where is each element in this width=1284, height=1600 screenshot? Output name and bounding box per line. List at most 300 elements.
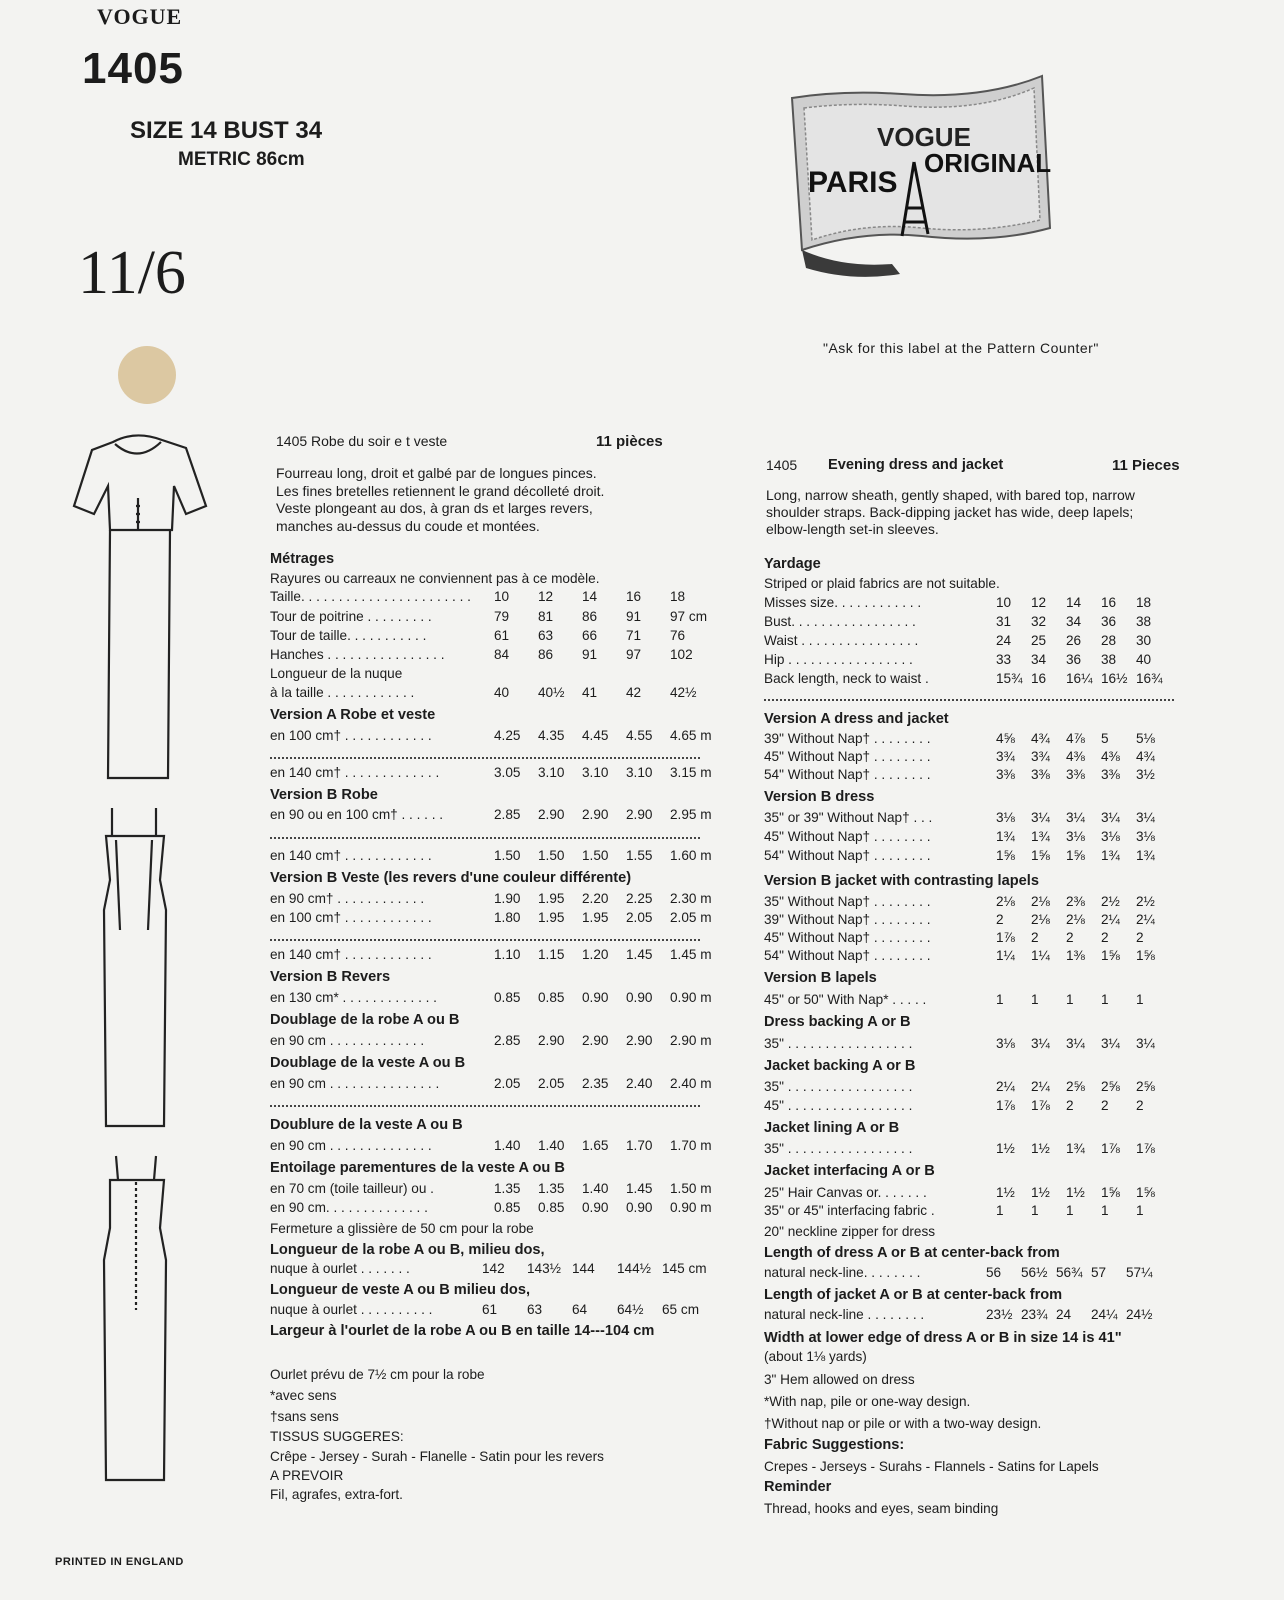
french-title: 1405 Robe du soir e t veste (276, 433, 448, 449)
section-heading: Doublage de la veste A ou B (270, 1055, 466, 1071)
cell-value: 3⅛ (996, 810, 1015, 825)
cell-value: 1.95 (582, 910, 609, 925)
cell-value: 1 (1101, 992, 1109, 1007)
section-heading: Largeur à l'ourlet de la robe A ou B en taille 14---104 cm (270, 1323, 655, 1339)
cell-value: 1⅞ (1136, 1141, 1155, 1156)
row-label: 35" Without Nap† . . . . . . . . (764, 894, 931, 909)
english-title: Evening dress and jacket (828, 457, 1004, 473)
row-label: en 100 cm† . . . . . . . . . . . . (270, 910, 432, 925)
cell-value: 40½ (538, 685, 565, 700)
cell-value: 2.90 m (670, 1033, 712, 1048)
cell-value: 24¼ (1091, 1307, 1118, 1322)
row-label: Tour de poitrine . . . . . . . . . (270, 609, 432, 624)
cell-value: 0.85 (494, 1200, 521, 1215)
description-line: Long, narrow sheath, gently shaped, with bared top, narrow (766, 487, 1135, 503)
cell-value: 3⅜ (1031, 767, 1050, 782)
row-label: en 130 cm* . . . . . . . . . . . . . (270, 990, 437, 1005)
row-label: 3" Hem allowed on dress (764, 1372, 915, 1387)
cell-value: 28 (1101, 633, 1117, 648)
row-label: 45" Without Nap† . . . . . . . . (764, 829, 931, 844)
row-label: Bust. . . . . . . . . . . . . . . . . (764, 614, 916, 629)
dotted-separator (270, 1105, 700, 1107)
cell-value: 0.85 (538, 1200, 565, 1215)
cell-value: 0.90 (626, 990, 653, 1005)
label-top-text: VOGUE (877, 122, 971, 152)
cell-value: 0.85 (538, 990, 565, 1005)
row-label: 25" Hair Canvas or. . . . . . . (764, 1185, 927, 1200)
cell-value: 2.90 (626, 1033, 653, 1048)
cell-value: 2 (1101, 930, 1109, 945)
cell-value: 42½ (670, 685, 697, 700)
cell-value: 2.25 (626, 891, 653, 906)
cell-value: 1.55 (626, 848, 653, 863)
cell-value: 1.40 (582, 1181, 609, 1196)
cell-value: 1.50 (538, 848, 565, 863)
cell-value: 2.90 (582, 807, 609, 822)
cell-value: 63 (527, 1302, 543, 1317)
cell-value: 66 (582, 628, 598, 643)
cell-value: 2⅜ (1066, 894, 1085, 909)
cell-value: 2.40 m (670, 1076, 712, 1091)
cell-value: 1½ (996, 1141, 1015, 1156)
description-line: Fourreau long, droit et galbé par de longues pinces. (276, 465, 597, 481)
cell-value: 1.70 (626, 1138, 653, 1153)
section-heading: Version B Robe (270, 787, 378, 803)
cell-value: 26 (1066, 633, 1082, 648)
row-label: 45" Without Nap† . . . . . . . . (764, 749, 931, 764)
row-label: en 90 cm . . . . . . . . . . . . . (270, 1033, 425, 1048)
cell-value: 2 (1136, 1098, 1144, 1113)
cell-value: 16¼ (1066, 671, 1093, 686)
label-caption: "Ask for this label at the Pattern Counter" (823, 340, 1099, 356)
cell-value: 2⅛ (1031, 894, 1050, 909)
row-label: 45" . . . . . . . . . . . . . . . . . (764, 1098, 913, 1113)
cell-value: 4.45 (582, 728, 609, 743)
cell-value: 71 (626, 628, 642, 643)
row-label: en 90 ou en 100 cm† . . . . . . (270, 807, 444, 822)
cell-value: 2⅛ (1066, 912, 1085, 927)
cell-value: 1.95 (538, 910, 565, 925)
label-left-text: PARIS (808, 166, 898, 199)
cell-value: 2⅝ (1136, 1079, 1155, 1094)
cell-value: 36 (1101, 614, 1117, 629)
cell-value: 40 (1136, 652, 1152, 667)
cell-value: 42 (626, 685, 642, 700)
tape-stain (118, 346, 176, 404)
cell-value: 1⅜ (1066, 948, 1085, 963)
cell-value: 4.25 (494, 728, 521, 743)
row-label: (about 1⅛ yards) (764, 1349, 867, 1364)
cell-value: 3.10 (538, 765, 565, 780)
cell-value: 3¼ (1101, 810, 1120, 825)
cell-value: 1⅞ (1101, 1141, 1120, 1156)
cell-value: 5 (1101, 731, 1109, 746)
cell-value: 2.90 (538, 1033, 565, 1048)
cell-value: 1.35 (538, 1181, 565, 1196)
cell-value: 40 (494, 685, 510, 700)
cell-value: 1⅝ (1101, 1185, 1120, 1200)
cell-value: 12 (1031, 595, 1047, 610)
row-label: 39" Without Nap† . . . . . . . . (764, 731, 931, 746)
row-label: Hip . . . . . . . . . . . . . . . . . (764, 652, 913, 667)
cell-value: 1 (1031, 1203, 1039, 1218)
cell-value: 1 (1101, 1203, 1109, 1218)
cell-value: 38 (1101, 652, 1117, 667)
row-label: Ourlet prévu de 7½ cm pour la robe (270, 1367, 485, 1382)
row-label: Crêpe - Jersey - Surah - Flanelle - Satin pour les revers (270, 1449, 604, 1464)
cell-value: 3⅛ (1066, 829, 1085, 844)
cell-value: 143½ (527, 1261, 562, 1276)
french-pieces: 11 pièces (596, 433, 663, 450)
cell-value: 84 (494, 647, 510, 662)
cell-value: 102 (670, 647, 693, 662)
cell-value: 1.90 (494, 891, 521, 906)
cell-value: 1½ (1031, 1185, 1050, 1200)
row-label: en 70 cm (toile tailleur) ou . (270, 1181, 434, 1196)
row-label: 35" . . . . . . . . . . . . . . . . . (764, 1141, 913, 1156)
cell-value: 81 (538, 609, 554, 624)
row-label: Length of jacket A or B at center-back from (764, 1287, 1063, 1303)
cell-value: 16 (1101, 595, 1117, 610)
cell-value: 61 (482, 1302, 498, 1317)
cell-value: 1 (996, 1203, 1004, 1218)
cell-value: 1¾ (1136, 848, 1155, 863)
row-label: en 140 cm† . . . . . . . . . . . . (270, 848, 432, 863)
row-label: nuque à ourlet . . . . . . . . . . (270, 1302, 433, 1317)
section-heading: Entoilage parementures de la veste A ou B (270, 1160, 565, 1176)
cell-value: 2.85 (494, 1033, 521, 1048)
cell-value: 3.10 (582, 765, 609, 780)
cell-value: 3½ (1136, 767, 1155, 782)
row-label: 39" Without Nap† . . . . . . . . (764, 912, 931, 927)
cell-value: 1⅞ (996, 1098, 1015, 1113)
cell-value: 1 (1136, 1203, 1144, 1218)
cell-value: 2.90 (626, 807, 653, 822)
cell-value: 1¼ (1031, 948, 1050, 963)
cell-value: 2 (1066, 930, 1074, 945)
cell-value: 24 (1056, 1307, 1072, 1322)
cell-value: 2.85 (494, 807, 521, 822)
row-label: 54" Without Nap† . . . . . . . . (764, 767, 931, 782)
section-heading: Version A dress and jacket (764, 711, 949, 727)
cell-value: 14 (582, 589, 598, 604)
row-label: Longueur de la robe A ou B, milieu dos, (270, 1242, 545, 1258)
row-label: natural neck-line . . . . . . . . (764, 1307, 925, 1322)
cell-value: 2.35 (582, 1076, 609, 1091)
row-label: à la taille . . . . . . . . . . . . (270, 685, 415, 700)
cell-value: 34 (1066, 614, 1082, 629)
cell-value: 2½ (1136, 894, 1155, 909)
cell-value: 97 (626, 647, 642, 662)
section-heading: Version B dress (764, 789, 875, 805)
cell-value: 56 (986, 1265, 1002, 1280)
cell-value: 4⅝ (996, 731, 1015, 746)
cell-value: 1.20 (582, 947, 609, 962)
cell-value: 0.90 m (670, 990, 712, 1005)
cell-value: 0.90 (582, 1200, 609, 1215)
cell-value: 33 (996, 652, 1012, 667)
section-heading: Doublage de la robe A ou B (270, 1012, 460, 1028)
row-label: 45" Without Nap† . . . . . . . . (764, 930, 931, 945)
cell-value: 4⅜ (1101, 749, 1120, 764)
row-label: 54" Without Nap† . . . . . . . . (764, 848, 931, 863)
cell-value: 1⅝ (1101, 948, 1120, 963)
section-heading: Dress backing A or B (764, 1014, 911, 1030)
cell-value: 1.95 (538, 891, 565, 906)
row-label: A PREVOIR (270, 1468, 344, 1483)
cell-value: 1⅝ (1031, 848, 1050, 863)
row-label: en 140 cm† . . . . . . . . . . . . . (270, 765, 440, 780)
cell-value: 2 (1101, 1098, 1109, 1113)
cell-value: 1.50 (582, 848, 609, 863)
cell-value: 23½ (986, 1307, 1013, 1322)
cell-value: 10 (494, 589, 510, 604)
cell-value: 14 (1066, 595, 1082, 610)
cell-value: 97 cm (670, 609, 708, 624)
cell-value: 86 (538, 647, 554, 662)
cell-value: 3¼ (1136, 810, 1155, 825)
cell-value: 4.65 m (670, 728, 712, 743)
cell-value: 1.50 (494, 848, 521, 863)
section-heading: Reminder (764, 1479, 832, 1495)
cell-value: 76 (670, 628, 686, 643)
section-heading: Jacket backing A or B (764, 1058, 916, 1074)
cell-value: 1.10 (494, 947, 521, 962)
cell-value: 1¾ (1066, 1141, 1085, 1156)
cell-value: 2⅛ (1031, 912, 1050, 927)
section-heading: Yardage (764, 556, 821, 572)
sheath-dress-figure (104, 808, 166, 1126)
cell-value: 41 (582, 685, 598, 700)
cell-value: 3¾ (996, 749, 1015, 764)
row-label: Rayures ou carreaux ne conviennent pas à ce modèle. (270, 571, 600, 586)
cell-value: 12 (538, 589, 554, 604)
row-label: †Without nap or pile or with a two-way design. (764, 1416, 1042, 1431)
cell-value: 91 (582, 647, 598, 662)
cell-value: 1 (996, 992, 1004, 1007)
section-heading: Version B Revers (270, 969, 391, 985)
cell-value: 16 (626, 589, 642, 604)
cell-value: 5⅛ (1136, 731, 1155, 746)
section-heading: Version B lapels (764, 970, 877, 986)
cell-value: 3.10 (626, 765, 653, 780)
cell-value: 2¼ (996, 1079, 1015, 1094)
row-label: Taille. . . . . . . . . . . . . . . . . . . . . . . (270, 589, 471, 604)
cell-value: 145 cm (662, 1261, 707, 1276)
row-label: en 90 cm. . . . . . . . . . . . . . (270, 1200, 428, 1215)
cell-value: 142 (482, 1261, 505, 1276)
cell-value: 1½ (1066, 1185, 1085, 1200)
cell-value: 38 (1136, 614, 1152, 629)
dotted-separator (270, 837, 700, 839)
cell-value: 1.65 (582, 1138, 609, 1153)
cell-value: 1.35 (494, 1181, 521, 1196)
cell-value: 64 (572, 1302, 588, 1317)
row-label: natural neck-line. . . . . . . . (764, 1265, 921, 1280)
row-label: †sans sens (270, 1409, 339, 1424)
cell-value: 57¼ (1126, 1265, 1153, 1280)
cell-value: 3¼ (1101, 1036, 1120, 1051)
cell-value: 2½ (1101, 894, 1120, 909)
cell-value: 31 (996, 614, 1012, 629)
cell-value: 86 (582, 609, 598, 624)
section-heading: Version B jacket with contrasting lapels (764, 873, 1039, 889)
cell-value: 64½ (617, 1302, 644, 1317)
label-right-text: ORIGINAL (924, 148, 1052, 178)
cell-value: 16½ (1101, 671, 1128, 686)
row-label: Fermeture a glissière de 50 cm pour la robe (270, 1221, 534, 1236)
cell-value: 1⅝ (1136, 1185, 1155, 1200)
section-heading: Doublure de la veste A ou B (270, 1117, 463, 1133)
row-label: 20" neckline zipper for dress (764, 1224, 936, 1239)
cell-value: 1⅞ (1031, 1098, 1050, 1113)
cell-value: 3⅛ (1101, 829, 1120, 844)
vogue-paris-original-label (782, 68, 1082, 288)
row-label: 54" Without Nap† . . . . . . . . (764, 948, 931, 963)
cell-value: 1⅝ (996, 848, 1015, 863)
cell-value: 1.45 (626, 1181, 653, 1196)
row-label: Thread, hooks and eyes, seam binding (764, 1501, 999, 1516)
cell-value: 1.60 m (670, 848, 712, 863)
cell-value: 1 (1031, 992, 1039, 1007)
cell-value: 1⅝ (1136, 948, 1155, 963)
section-heading: Version B Veste (les revers d'une couleur différente) (270, 870, 632, 886)
cell-value: 4¾ (1136, 749, 1155, 764)
cell-value: 2⅝ (1101, 1079, 1120, 1094)
section-heading: Version A Robe et veste (270, 707, 436, 723)
cell-value: 3¼ (1066, 1036, 1085, 1051)
price: 11/6 (78, 239, 186, 307)
cell-value: 24½ (1126, 1307, 1153, 1322)
cell-value: 25 (1031, 633, 1047, 648)
cell-value: 2.05 m (670, 910, 712, 925)
cell-value: 15¾ (996, 671, 1023, 686)
row-label: Back length, neck to waist . (764, 671, 929, 686)
english-title-number: 1405 (766, 457, 798, 473)
cell-value: 3¼ (1066, 810, 1085, 825)
cell-value: 18 (670, 589, 686, 604)
cell-value: 1¾ (1031, 829, 1050, 844)
cell-value: 1.40 (538, 1138, 565, 1153)
cell-value: 24 (996, 633, 1012, 648)
cell-value: 2⅝ (1066, 1079, 1085, 1094)
cell-value: 2 (1136, 930, 1144, 945)
cell-value: 0.90 (582, 990, 609, 1005)
garment-illustrations (40, 410, 230, 1520)
metric-line: METRIC 86cm (178, 149, 305, 170)
row-label: Hanches . . . . . . . . . . . . . . . . (270, 647, 445, 662)
dotted-separator (270, 939, 700, 941)
cell-value: 2 (1066, 1098, 1074, 1113)
row-label: Longueur de veste A ou B milieu dos, (270, 1282, 531, 1298)
cell-value: 2.30 m (670, 891, 712, 906)
section-heading: Métrages (270, 551, 335, 567)
cell-value: 3¼ (1031, 1036, 1050, 1051)
cell-value: 2 (1031, 930, 1039, 945)
cell-value: 3⅜ (1066, 767, 1085, 782)
cell-value: 36 (1066, 652, 1082, 667)
cell-value: 0.90 m (670, 1200, 712, 1215)
cell-value: 0.85 (494, 990, 521, 1005)
cell-value: 63 (538, 628, 554, 643)
description-line: Les fines bretelles retiennent le grand décolleté droit. (276, 482, 605, 499)
row-label: 35" . . . . . . . . . . . . . . . . . (764, 1079, 913, 1094)
cell-value: 1⅝ (1066, 848, 1085, 863)
row-label: nuque à ourlet . . . . . . . (270, 1261, 410, 1276)
jacket-dress-figure (74, 435, 206, 778)
cell-value: 2.95 m (670, 807, 712, 822)
section-heading: Fabric Suggestions: (764, 1437, 905, 1453)
cell-value: 32 (1031, 614, 1047, 629)
cell-value: 1¼ (996, 948, 1015, 963)
cell-value: 144½ (617, 1261, 652, 1276)
cell-value: 1.80 (494, 910, 521, 925)
section-heading: Jacket interfacing A or B (764, 1163, 935, 1179)
cell-value: 79 (494, 609, 510, 624)
cell-value: 1 (1066, 1203, 1074, 1218)
row-label: Crepes - Jerseys - Surahs - Flannels - Satins for Lapels (764, 1459, 1099, 1474)
cell-value: 18 (1136, 595, 1152, 610)
row-label: Fil, agrafes, extra-fort. (270, 1487, 403, 1502)
cell-value: 2⅛ (996, 894, 1015, 909)
cell-value: 91 (626, 609, 642, 624)
cell-value: 2.90 (538, 807, 565, 822)
row-label: Length of dress A or B at center-back from (764, 1245, 1060, 1261)
cell-value: 1.50 m (670, 1181, 712, 1196)
cell-value: 2.20 (582, 891, 609, 906)
cell-value: 1 (1066, 992, 1074, 1007)
cell-value: 2.05 (494, 1076, 521, 1091)
cell-value: 2¼ (1136, 912, 1155, 927)
cell-value: 3⅛ (996, 1036, 1015, 1051)
cell-value: 1¾ (996, 829, 1015, 844)
cell-value: 65 cm (662, 1302, 700, 1317)
row-label: Misses size. . . . . . . . . . . . (764, 595, 922, 610)
cell-value: 2¼ (1031, 1079, 1050, 1094)
cell-value: 10 (996, 595, 1012, 610)
cell-value: 2.05 (626, 910, 653, 925)
description-line: elbow-length set-in sleeves. (766, 521, 939, 537)
cell-value: 1 (1136, 992, 1144, 1007)
row-label: TISSUS SUGGERES: (270, 1429, 404, 1444)
description-line: Veste plongeant au dos, à gran ds et larges revers, (276, 500, 593, 516)
row-label: en 140 cm† . . . . . . . . . . . . (270, 947, 432, 962)
description-line: shoulder straps. Back-dipping jacket has wide, deep lapels; (766, 504, 1134, 520)
cell-value: 56½ (1021, 1265, 1048, 1280)
cell-value: 4⅞ (1066, 731, 1085, 746)
row-label: *With nap, pile or one-way design. (764, 1394, 971, 1409)
row-label: Waist . . . . . . . . . . . . . . . . (764, 633, 919, 648)
cell-value: 34 (1031, 652, 1047, 667)
row-label: Tour de taille. . . . . . . . . . . (270, 628, 427, 643)
cell-value: 57 (1091, 1265, 1107, 1280)
cell-value: 61 (494, 628, 510, 643)
brand-name: VOGUE (97, 4, 183, 29)
cell-value: 1.45 (626, 947, 653, 962)
cell-value: 3.15 m (670, 765, 712, 780)
cell-value: 23¾ (1021, 1307, 1048, 1322)
cell-value: 2 (996, 912, 1004, 927)
cell-value: 56¾ (1056, 1265, 1083, 1280)
row-label: 45" or 50" With Nap* . . . . . (764, 992, 927, 1007)
row-label: 35" . . . . . . . . . . . . . . . . . (764, 1036, 913, 1051)
cell-value: 144 (572, 1261, 595, 1276)
cell-value: 30 (1136, 633, 1152, 648)
cell-value: 2.05 (538, 1076, 565, 1091)
english-pieces: 11 Pieces (1112, 457, 1180, 474)
cell-value: 1⅞ (996, 930, 1015, 945)
cell-value: 1¾ (1101, 848, 1120, 863)
